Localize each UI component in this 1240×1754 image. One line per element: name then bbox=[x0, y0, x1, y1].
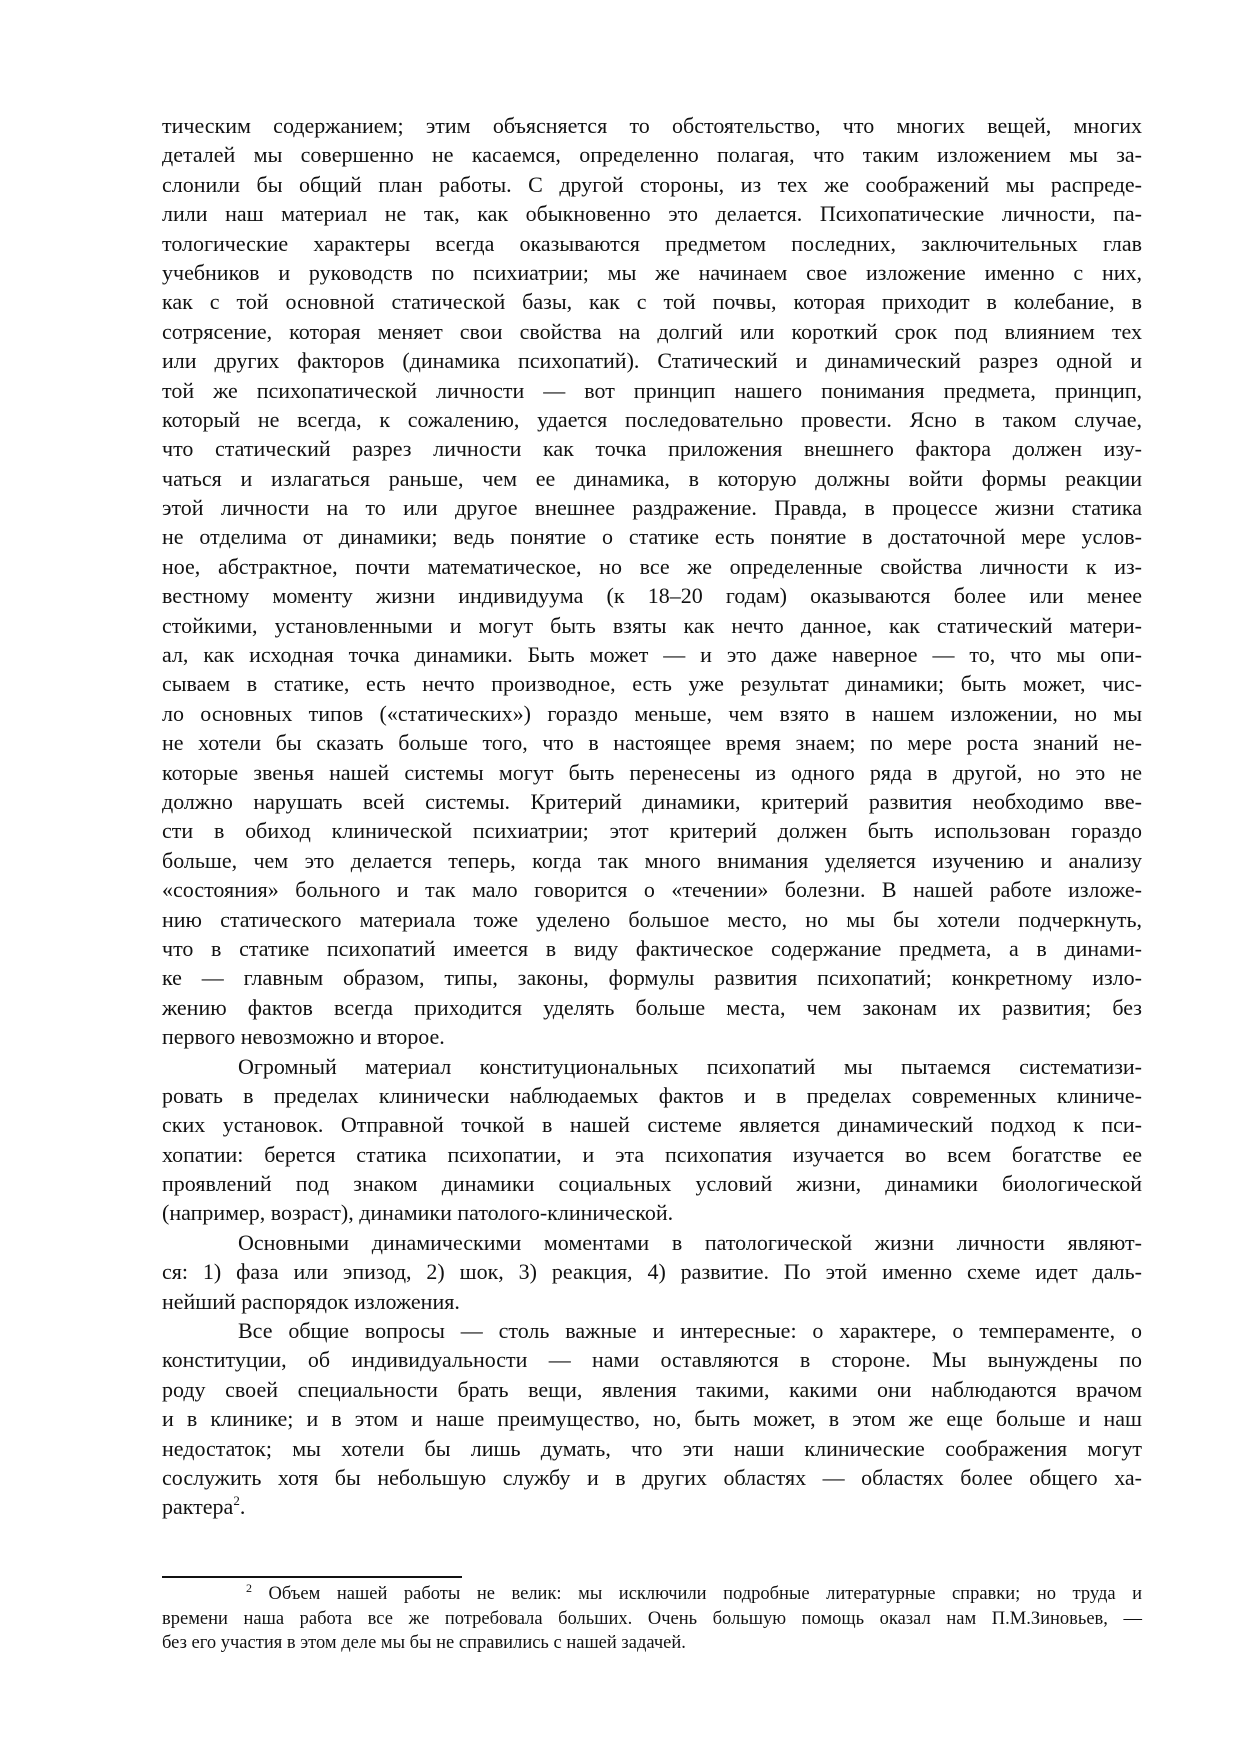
line-text: и в клинике; и в этом и наше преимущество, но, быть может, в этом же еще больше и наш bbox=[162, 1406, 1142, 1432]
text-line bbox=[162, 1463, 1142, 1492]
line-text: Основными динамическими моментами в патологической жизни личности являют- bbox=[238, 1229, 1142, 1255]
text-line bbox=[162, 287, 1142, 316]
line-text: должно нарушать всей системы. Критерий динамики, критерий развития необходимо вве- bbox=[162, 788, 1142, 814]
text-line bbox=[162, 934, 1142, 963]
text-line bbox=[162, 816, 1142, 845]
line-text: сти в обиход клинической психиатрии; этот критерий должен быть использован гораздо bbox=[162, 818, 1142, 844]
line-text: которые звенья нашей системы могут быть перенесены из одного ряда в другой, но это не bbox=[162, 759, 1142, 785]
paragraph bbox=[162, 1228, 1142, 1316]
footnote bbox=[162, 1582, 1142, 1656]
line-text: вестному моменту жизни индивидуума (к 18–20 годам) оказываются более или менее bbox=[162, 583, 1142, 609]
text-line bbox=[162, 1316, 1142, 1345]
line-text: «состояния» больного и так мало говорится о «течении» болезни. В нашей работе изложе- bbox=[162, 877, 1142, 903]
line-text: учебников и руководств по психиатрии; мы же начинаем свое изложение именно с них, bbox=[162, 259, 1142, 285]
line-text: тологические характеры всегда оказываются предметом последних, заключительных глав bbox=[162, 230, 1142, 256]
paragraph bbox=[162, 1052, 1142, 1228]
text-line bbox=[162, 1434, 1142, 1463]
line-text: конституции, об индивидуальности — нами оставляются в стороне. Мы вынуждены по bbox=[162, 1347, 1142, 1373]
body-text bbox=[162, 111, 1142, 1522]
text-line bbox=[162, 728, 1142, 757]
text-line bbox=[162, 170, 1142, 199]
text-line bbox=[162, 258, 1142, 287]
paragraph bbox=[162, 1316, 1142, 1522]
line-text: не отделима от динамики; ведь понятие о статике есть понятие в достаточной мере услов- bbox=[162, 524, 1142, 550]
line-text: как с той основной статической базы, как с той почвы, которая приходит в колебание, в bbox=[162, 289, 1142, 315]
text-line bbox=[162, 405, 1142, 434]
text-line bbox=[162, 1110, 1142, 1139]
text-line bbox=[162, 963, 1142, 992]
text-line bbox=[162, 317, 1142, 346]
line-text: ских установок. Отправной точкой в нашей системе является динамический подход к пси- bbox=[162, 1112, 1142, 1138]
footnote-line bbox=[162, 1631, 1142, 1656]
text-line bbox=[162, 140, 1142, 169]
text-line bbox=[162, 1198, 1142, 1227]
text-line bbox=[162, 1052, 1142, 1081]
line-text: роду своей специальности брать вещи, явления такими, какими они наблюдаются врачом bbox=[162, 1376, 1142, 1402]
line-text: ное, абстрактное, почти математическое, но все же определенные свойства личности к из- bbox=[162, 553, 1142, 579]
text-line bbox=[162, 1345, 1142, 1374]
line-text: слонили бы общий план работы. С другой стороны, из тех же соображений мы распреде- bbox=[162, 171, 1142, 197]
text-line bbox=[162, 464, 1142, 493]
text-line bbox=[162, 1169, 1142, 1198]
text-line bbox=[162, 1022, 1142, 1051]
footnote-marker: 2 bbox=[246, 1581, 252, 1595]
text-line bbox=[162, 522, 1142, 551]
line-text: больше, чем это делается теперь, когда так много внимания уделяется изучению и анализу bbox=[162, 847, 1142, 873]
line-text: Огромный материал конституциональных психопатий мы пытаемся систематизи- bbox=[238, 1053, 1142, 1079]
text-line bbox=[162, 640, 1142, 669]
line-text: жению фактов всегда приходится уделять больше места, чем законам их развития; без bbox=[162, 994, 1142, 1020]
text-line bbox=[162, 1257, 1142, 1286]
line-text: недостаток; мы хотели бы лишь думать, что эти наши клинические соображения могут bbox=[162, 1435, 1142, 1461]
line-text: который не всегда, к сожалению, удается последовательно провести. Ясно в таком случае, bbox=[162, 406, 1142, 432]
line-text: ло основных типов («статических») гораздо меньше, чем взято в нашем изложении, но мы bbox=[162, 700, 1142, 726]
text-line bbox=[162, 611, 1142, 640]
text-line bbox=[162, 434, 1142, 463]
text-line bbox=[162, 993, 1142, 1022]
text-line bbox=[162, 846, 1142, 875]
text-line bbox=[162, 1375, 1142, 1404]
text-line bbox=[162, 552, 1142, 581]
text-line bbox=[162, 581, 1142, 610]
line-text: той же психопатической личности — вот принцип нашего понимания предмета, принцип, bbox=[162, 377, 1142, 403]
line-text: деталей мы совершенно не касаемся, определенно полагая, что таким изложением мы за- bbox=[162, 142, 1142, 168]
text-line bbox=[162, 758, 1142, 787]
text-line bbox=[162, 1404, 1142, 1433]
text-line bbox=[162, 1140, 1142, 1169]
line-text: ся: 1) фаза или эпизод, 2) шок, 3) реакция, 4) развитие. По этой именно схеме идет даль- bbox=[162, 1259, 1142, 1285]
line-text: (например, возраст), динамики патолого-клинической. bbox=[162, 1200, 674, 1226]
footnote-text: Объем нашей работы не велик: мы исключили подробные литературные справки; но труда и bbox=[268, 1584, 1143, 1604]
footnote-line bbox=[162, 1607, 1142, 1632]
text-line bbox=[162, 493, 1142, 522]
line-text-tail: . bbox=[239, 1494, 246, 1520]
line-text: ровать в пределах клинически наблюдаемых фактов и в пределах современных клиниче- bbox=[162, 1082, 1142, 1108]
line-text: ал, как исходная точка динамики. Быть может — и это даже наверное — то, что мы опи- bbox=[162, 642, 1142, 668]
line-text: или других факторов (динамика психопатий). Статический и динамический разрез одной и bbox=[162, 348, 1142, 374]
footnote-text: времени наша работа все же потребовала больших. Очень большую помощь оказал нам П.М.Зиновьев, — bbox=[162, 1608, 1142, 1629]
line-text: нейший распорядок изложения. bbox=[162, 1288, 460, 1314]
text-line bbox=[162, 875, 1142, 904]
line-text: что статический разрез личности как точка приложения внешнего фактора должен изу- bbox=[162, 436, 1142, 462]
line-text: рактера bbox=[162, 1494, 234, 1520]
footnote-divider bbox=[162, 1576, 462, 1578]
footnote-reference[interactable]: 2 bbox=[233, 1493, 240, 1509]
line-text: стойкими, установленными и могут быть взяты как нечто данное, как статический матери- bbox=[162, 612, 1142, 638]
text-line bbox=[162, 905, 1142, 934]
line-text: тическим содержанием; этим объясняется то обстоятельство, что многих вещей, многих bbox=[162, 113, 1142, 138]
line-text: не хотели бы сказать больше того, что в настоящее время знаем; по мере роста знаний не- bbox=[162, 730, 1142, 756]
footnote-line bbox=[162, 1582, 1142, 1607]
line-text: Все общие вопросы — столь важные и интересные: о характере, о темпераменте, о bbox=[238, 1318, 1142, 1344]
text-line bbox=[162, 229, 1142, 258]
line-text: сослужить хотя бы небольшую службу и в других областях — областях более общего ха- bbox=[162, 1464, 1142, 1490]
text-line bbox=[162, 669, 1142, 698]
text-line bbox=[162, 346, 1142, 375]
line-text: проявлений под знаком динамики социальных условий жизни, динамики биологической bbox=[162, 1171, 1142, 1197]
line-text: сываем в статике, есть нечто производное, есть уже результат динамики; быть может, чис- bbox=[162, 671, 1142, 697]
line-text: чаться и излагаться раньше, чем ее динамика, в которую должны войти формы реакции bbox=[162, 465, 1142, 491]
line-text: сотрясение, которая меняет свои свойства на долгий или короткий срок под влиянием тех bbox=[162, 318, 1142, 344]
line-text: хопатии: берется статика психопатии, и эта психопатия изучается во всем богатстве ее bbox=[162, 1141, 1142, 1167]
text-line bbox=[162, 787, 1142, 816]
text-line bbox=[162, 199, 1142, 228]
paragraph bbox=[162, 111, 1142, 1052]
text-line bbox=[162, 1081, 1142, 1110]
text-line bbox=[162, 699, 1142, 728]
text-line bbox=[162, 376, 1142, 405]
text-line bbox=[162, 1492, 1142, 1521]
text-line bbox=[162, 111, 1142, 140]
text-line bbox=[162, 1228, 1142, 1257]
line-text: что в статике психопатий имеется в виду фактическое содержание предмета, а в динами- bbox=[162, 935, 1142, 961]
line-text: первого невозможно и второе. bbox=[162, 1024, 445, 1050]
footnote-text: без его участия в этом деле мы бы не справились с нашей задачей. bbox=[162, 1633, 686, 1654]
line-text: лили наш материал не так, как обыкновенно это делается. Психопатические личности, па- bbox=[162, 201, 1142, 227]
line-text: нию статического материала тоже уделено большое место, но мы бы хотели подчеркнуть, bbox=[162, 906, 1142, 932]
line-text: ке — главным образом, типы, законы, формулы развития психопатий; конкретному изло- bbox=[162, 965, 1142, 991]
text-line bbox=[162, 1287, 1142, 1316]
line-text: этой личности на то или другое внешнее раздражение. Правда, в процессе жизни статика bbox=[162, 495, 1142, 521]
